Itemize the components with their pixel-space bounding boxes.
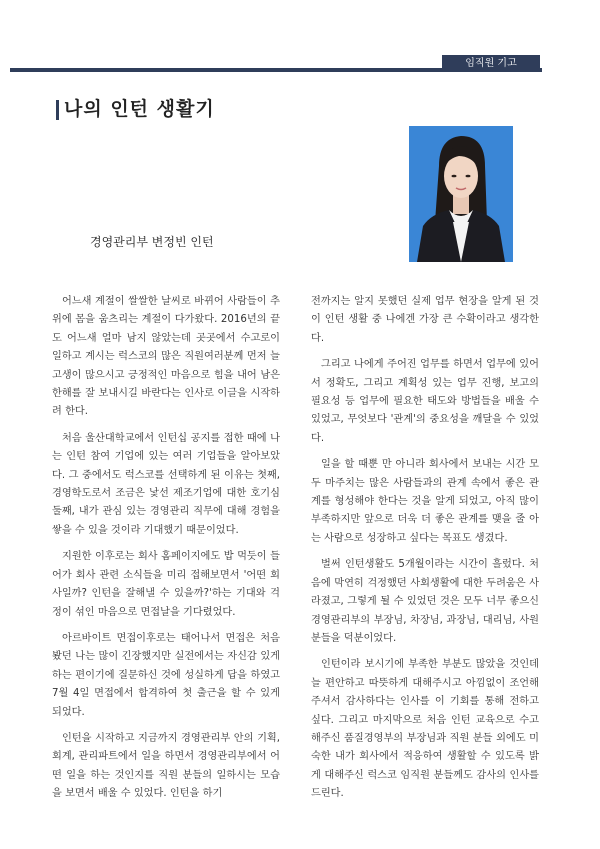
body-paragraph: 전까지는 알지 못했던 실제 업무 현장을 알게 된 것이 인턴 생활 중 나에겐 가장 큰 수확이라고 생각한다. bbox=[311, 296, 539, 344]
article-body-right-column bbox=[311, 293, 539, 812]
author-portrait-photo bbox=[409, 126, 513, 262]
body-paragraph: 어느새 계절이 쌀쌀한 날씨로 바뀌어 사람들이 추위에 몸을 움츠리는 계절이 다가왔다. 2016년의 끝도 어느새 얼마 남지 않았는데 곳곳에서 수고로이 일하고 계시는 럭스코의 많은 직원여러분께 먼저 늘 고생이 많으시고 긍정적인 마음으로 힘을 내어 남은 한해를 잘 보내시길 바란다는 인사로 이글을 시작하려 한다. bbox=[52, 296, 280, 418]
body-paragraph: 벌써 인턴생활도 5개월이라는 시간이 흘렀다. 처음에 막연히 걱정했던 사회생활에 대한 두려움은 사라졌고, 그렇게 될 수 있었던 것은 모두 너무 좋으신 경영관리부의 부장님, 차장님, 과장님, 대리님, 사원 분들을 덕분이었다. bbox=[311, 559, 539, 644]
article-author: 경영관리부 변정빈 인턴 bbox=[90, 235, 214, 249]
body-paragraph: 인턴을 시작하고 지금까지 경영관리부 안의 기획, 회계, 관리파트에서 일을 하면서 경영관리부에서 어떤 일을 하는 것인지를 직원 분들의 일하시는 모습을 보면서 배울 수 있었다. 인턴을 하기 bbox=[52, 732, 280, 800]
article-title: 나의 인턴 생활기 bbox=[64, 98, 215, 120]
article-body-left-column bbox=[52, 293, 280, 812]
body-paragraph: 그리고 나에게 주어진 업무를 하면서 업무에 있어서 정확도, 그리고 계획성 있는 업무 진행, 보고의 필요성 등 업무에 필요한 태도와 방법들을 배울 수 있었고, 무엇보다 '관계'의 중요성을 깨달을 수 있었다. bbox=[311, 359, 539, 444]
portrait-icon bbox=[409, 126, 513, 262]
body-paragraph: 아르바이트 면접이후로는 태어나서 면접은 처음봤던 나는 많이 긴장했지만 실전에서는 자신감 있게 하는 편이기에 질문하신 것에 성실하게 답을 하였고 7월 4일 면접에서 합격하여 첫 출근을 할 수 있게 되었다. bbox=[52, 632, 280, 718]
body-paragraph: 지원한 이후로는 회사 홈페이지에도 밥 먹듯이 들어가 회사 관련 소식들을 미리 접해보면서 '어떤 회사일까? 인턴을 잘해낼 수 있을까?'하는 기대와 걱정이 섞인 마음으로 면접날을 기다렸었다. bbox=[52, 551, 280, 618]
body-paragraph: 처음 울산대학교에서 인턴십 공지를 접한 때에 나는 인턴 참여 기업에 있는 여러 기업들을 알아보았다. 그 중에서도 럭스코를 선택하게 된 이유는 첫째, 경영학도로서 조금은 낯선 제조기업에 대한 호기심 둘째, 내가 관심 있는 경영관리 직무에 대해 경험을 쌓을 수 있을 것이라 기대했기 때문이었다. bbox=[52, 432, 280, 536]
section-tag: 임직원 기고 bbox=[442, 55, 540, 72]
title-accent-bar bbox=[56, 100, 59, 120]
body-paragraph: 일을 할 때뿐 만 아니라 회사에서 보내는 시간 모두 마주치는 많은 사람들과의 관계 속에서 좋은 관계를 형성해야 한다는 것을 알게 되었고, 아직 많이 부족하지만 앞으로 더욱 더 좋은 관계를 맺을 줄 아는 사람으로 성장하고 싶다는 목표도 생겼다. bbox=[311, 459, 539, 544]
body-paragraph: 인턴이라 보시기에 부족한 부분도 많았을 것인데 늘 편안하고 따뜻하게 대해주시고 아낌없이 조언해주셔서 감사하다는 인사를 이 기회를 통해 전하고 싶다. 그리고 마지막으로 처음 인턴 교육으로 수고해주신 품질경영부의 부장님과 직원 분들 외에도 미숙한 내가 회사에서 적응하여 생활할 수 있도록 밝게 대해주신 럭스코 임직원 분들께도 감사의 인사를 드린다. bbox=[311, 659, 539, 800]
